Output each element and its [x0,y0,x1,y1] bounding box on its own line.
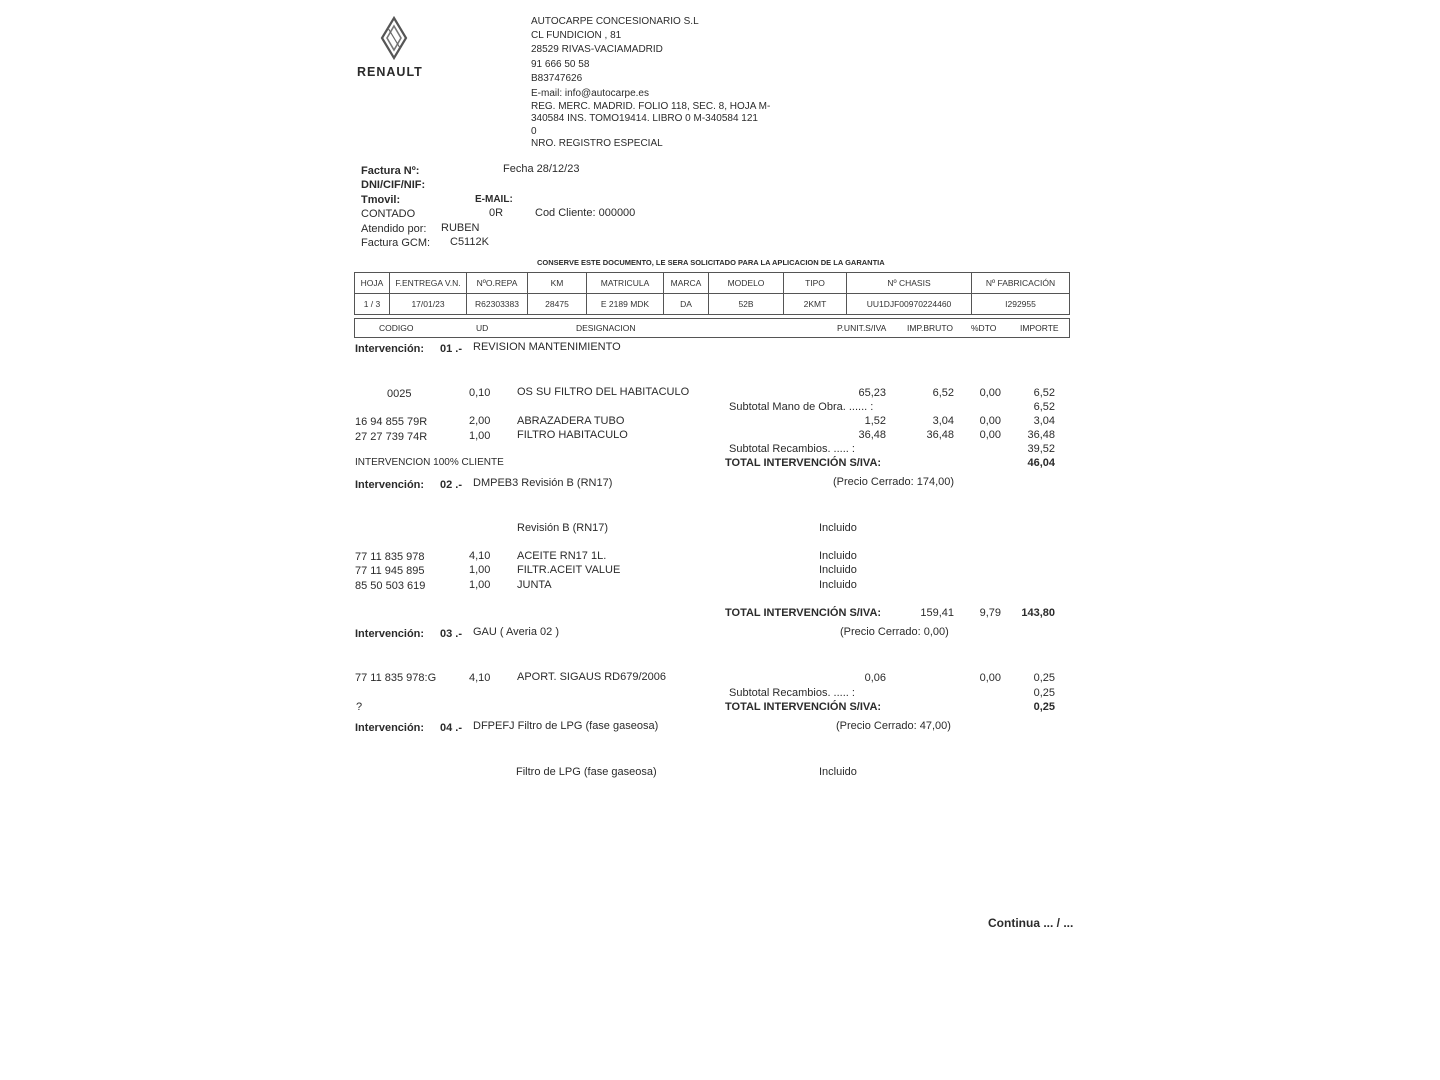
hdr-importe: IMPORTE [1020,323,1059,333]
line-desc: FILTR.ACEIT VALUE [517,564,621,576]
line-punit: 65,23 [858,387,886,399]
subtotal-rec-value: 39,52 [1027,443,1055,455]
invoice-date: Fecha 28/12/23 [503,163,580,175]
payment-type: CONTADO [361,208,416,220]
line-punit: 36,48 [858,429,886,441]
vehicle-table-header-row [355,273,1070,294]
line-importe: 3,04 [1033,415,1055,427]
line-desc: OS SU FILTRO DEL HABITACULO [517,386,690,398]
intervention-01-total-label: TOTAL INTERVENCIÓN S/IVA: [725,457,882,469]
dni-label: DNI/CIF/NIF: [361,179,426,191]
line-dto: 0,00 [979,429,1001,441]
company-email: E-mail: info@autocarpe.es [531,88,649,99]
line-ud: 1,00 [469,579,491,591]
company-registry-1: REG. MERC. MADRID. FOLIO 118, SEC. 8, HOJA M- [531,101,771,112]
line-ud: 2,00 [469,415,491,427]
intervention-04-num: 04 .- [440,722,463,734]
line-code: 85 50 503 619 [355,580,426,592]
company-registry-4: NRO. REGISTRO ESPECIAL [531,138,663,149]
intervention-03-precio: (Precio Cerrado: 0,00) [840,626,949,638]
line-desc: ABRAZADERA TUBO [517,415,625,427]
hdr-punit: P.UNIT.S/IVA [837,323,887,333]
val-fentrega: 17/01/23 [390,294,467,315]
hdr-designacion: DESIGNACION [576,323,636,333]
or-code: 0R [489,207,504,219]
line-status: Incluido [819,564,857,576]
line-importe: 36,48 [1027,429,1055,441]
vehicle-table [354,272,1070,315]
subtotal-rec-value-03: 0,25 [1033,687,1055,699]
company-name: AUTOCARPE CONCESIONARIO S.L [531,16,699,27]
intervention-02-total-label: TOTAL INTERVENCIÓN S/IVA: [725,607,882,619]
intervention-03-mark: ? [356,701,363,713]
line-bruto: 3,04 [932,415,954,427]
hdr-impbruto: IMP.BRUTO [907,323,953,333]
intervention-02-total-bruto: 159,41 [920,607,954,619]
intervention-01-total: 46,04 [1027,457,1055,469]
line-dto: 0,00 [979,672,1001,684]
line-desc: APORT. SIGAUS RD679/2006 [517,671,666,683]
val-marca: DA [664,294,709,315]
line-importe: 6,52 [1033,387,1055,399]
col-marca: MARCA [664,273,709,294]
col-matricula: MATRICULA [587,273,664,294]
val-hoja: 1 / 3 [355,294,390,315]
line-code: 27 27 739 74R [355,431,428,443]
val-chasis: UU1DJF00970224460 [847,294,972,315]
intervention-01-note: INTERVENCION 100% CLIENTE [355,457,504,468]
intervention-01-title: REVISION MANTENIMIENTO [473,341,621,353]
line-desc: ACEITE RN17 1L. [517,550,607,562]
company-address-1: CL FUNDICION , 81 [531,30,622,41]
attended-value: RUBEN [441,222,480,234]
intervention-02-sub: Revisión B (RN17) [517,522,609,534]
subtotal-rec-label: Subtotal Recambios. ..... : [729,443,855,455]
intervention-02-title: DMPEB3 Revisión B (RN17) [473,477,613,489]
intervention-02-label: Intervención: [355,479,425,491]
intervention-02-precio: (Precio Cerrado: 174,00) [833,476,955,488]
col-fabricacion: Nº FABRICACIÓN [972,273,1070,294]
line-ud: 1,00 [469,430,491,442]
email-label: E-MAIL: [475,194,513,205]
attended-label: Atendido por: [361,223,427,235]
col-km: KM [528,273,587,294]
intervention-04-title: DFPEFJ Filtro de LPG (fase gaseosa) [473,720,659,732]
hdr-dto: %DTO [971,323,997,333]
val-km: 28475 [528,294,587,315]
line-dto: 0,00 [979,387,1001,399]
line-code: 77 11 945 895 [355,565,425,577]
intervention-02-total: 143,80 [1021,607,1055,619]
line-punit: 0,06 [864,672,886,684]
line-code: 77 11 835 978:G [355,672,437,684]
col-chasis: Nº CHASIS [847,273,972,294]
warranty-notice: CONSERVE ESTE DOCUMENTO, LE SERA SOLICITADO PARA LA APLICACION DE LA GARANTIA [537,258,885,267]
company-registry-3: 0 [531,126,537,137]
gcm-value: C5112K [450,236,489,248]
val-modelo: 52B [709,294,784,315]
line-ud: 4,10 [469,550,491,562]
col-fentrega: F.ENTREGA V.N. [390,273,467,294]
company-address-2: 28529 RIVAS-VACIAMADRID [531,44,663,55]
subtotal-mo-label: Subtotal Mano de Obra. ...... : [729,401,874,413]
subtotal-rec-label-03: Subtotal Recambios. ..... : [729,687,855,699]
col-tipo: TIPO [784,273,847,294]
line-dto: 0,00 [979,415,1001,427]
intervention-04-sub: Filtro de LPG (fase gaseosa) [516,766,657,778]
intervention-02-num: 02 .- [440,479,463,491]
intervention-03-num: 03 .- [440,628,463,640]
intervention-01-num: 01 .- [440,343,463,355]
val-orepa: R62303383 [467,294,528,315]
factura-label: Factura Nº: [361,165,420,177]
line-status: Incluido [819,579,857,591]
hdr-ud: UD [476,323,489,333]
line-desc: FILTRO HABITACULO [517,429,628,441]
line-status: Incluido [819,550,857,562]
company-phone: 91 666 50 58 [531,59,590,70]
intervention-04-precio: (Precio Cerrado: 47,00) [836,720,951,732]
intervention-04-label: Intervención: [355,722,425,734]
hdr-codigo: CODIGO [379,323,414,333]
line-code: 16 94 855 79R [355,416,428,428]
client-code: Cod Cliente: 000000 [535,207,636,219]
line-ud: 0,10 [469,387,491,399]
line-code: 0025 [387,388,412,400]
col-orepa: NºO.REPA [467,273,528,294]
val-fabricacion: I292955 [972,294,1070,315]
line-importe: 0,25 [1033,672,1055,684]
company-registry-2: 340584 INS. TOMO19414. LIBRO 0 M-340584 121 [531,113,758,124]
line-punit: 1,52 [864,415,886,427]
company-cif: B83747626 [531,73,583,84]
val-tipo: 2KMT [784,294,847,315]
intervention-02-total-dto: 9,79 [979,607,1001,619]
line-bruto: 6,52 [932,387,954,399]
line-header-box [354,318,1070,338]
col-modelo: MODELO [709,273,784,294]
intervention-01-label: Intervención: [355,343,425,355]
vehicle-table-value-row [355,294,1070,315]
line-desc: JUNTA [517,579,552,591]
subtotal-mo-value: 6,52 [1033,401,1055,413]
intervention-03-title: GAU ( Averia 02 ) [473,626,559,638]
line-code: 77 11 835 978 [355,551,425,563]
tmovil-label: Tmovil: [361,194,401,206]
intervention-04-sub-status: Incluido [819,766,857,778]
brand-name: RENAULT [357,65,423,79]
intervention-03-label: Intervención: [355,628,425,640]
line-bruto: 36,48 [926,429,954,441]
intervention-02-sub-status: Incluido [819,522,857,534]
continua-text: Continua ... / ... [988,916,1074,930]
intervention-03-total: 0,25 [1033,701,1055,713]
intervention-03-total-label: TOTAL INTERVENCIÓN S/IVA: [725,701,882,713]
val-matricula: E 2189 MDK [587,294,664,315]
line-ud: 1,00 [469,564,491,576]
line-ud: 4,10 [469,672,491,684]
gcm-label: Factura GCM: [361,237,431,249]
col-hoja: HOJA [355,273,390,294]
